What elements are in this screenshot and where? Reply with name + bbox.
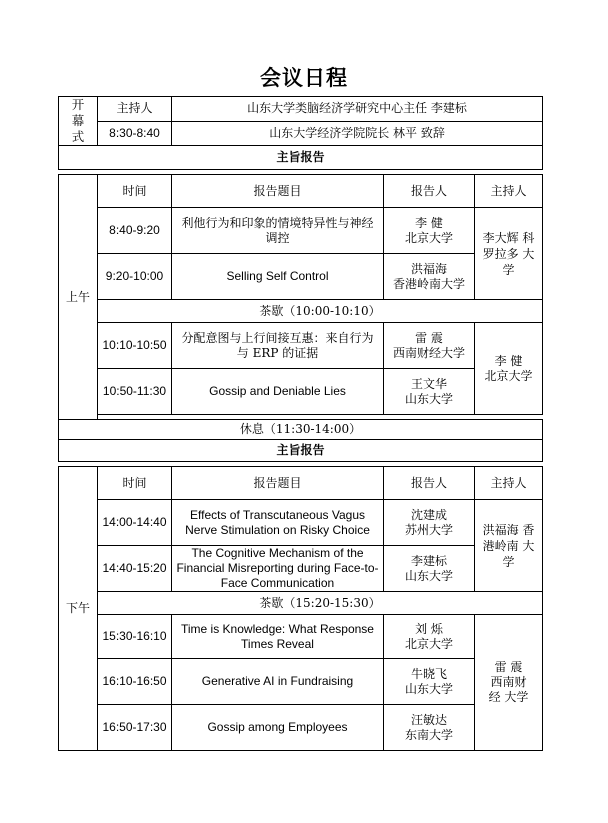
speaker-name: 牛晓飞 [410,666,447,681]
morning-period: 上午 [59,175,98,420]
speaker-org: 香港岭南大学 [392,276,465,291]
talk-topic: Selling Self Control [172,254,384,300]
speaker-org: 北京大学 [404,636,453,651]
opening-host-label: 主持人 [98,97,172,122]
tea-break: 茶歇（15:20-15:30） [98,592,543,615]
opening-label: 开幕式 [59,97,98,146]
speaker-name: 洪福海 [410,261,447,276]
speaker-name: 李建标 [410,553,447,568]
talk-speaker [384,705,475,751]
speaker-org: 山东大学 [404,681,453,696]
lunch-break: 休息（11:30-14:00） [59,420,543,440]
afternoon-section-title: 主旨报告 [59,440,543,462]
table-row [59,615,543,659]
talk-speaker [384,369,475,415]
talk-time: 14:00-14:40 [98,500,172,546]
speaker-name: 沈建成 [410,507,447,522]
opening-speech: 山东大学经济学院院长 林平 致辞 [172,121,543,146]
session-host: 洪福海 香港岭南 大学 [475,500,543,592]
morning-section-header [59,146,543,170]
talk-speaker [384,208,475,254]
afternoon-col-topic: 报告题目 [172,467,384,500]
talk-time: 15:30-16:10 [98,615,172,659]
opening-host-value: 山东大学类脑经济学研究中心主任 李建标 [172,97,543,122]
talk-time: 16:50-17:30 [98,705,172,751]
morning-section-title: 主旨报告 [59,146,543,170]
afternoon-section-header [59,440,543,462]
opening-row-speech [59,121,543,146]
talk-time: 8:40-9:20 [98,208,172,254]
session-host: 李大辉 科罗拉多 大学 [475,208,543,300]
talk-time: 16:10-16:50 [98,659,172,705]
talk-time: 10:50-11:30 [98,369,172,415]
schedule-table [58,96,543,751]
page-title: 会议日程 [260,66,348,90]
table-row [59,254,543,300]
morning-col-time: 时间 [98,175,172,208]
talk-topic: Time is Knowledge: What Response Times Reveal [172,615,384,659]
morning-col-topic: 报告题目 [172,175,384,208]
speaker-org: 西南财经大学 [392,345,465,360]
session-host [475,615,543,751]
host-org: 北京大学 [484,368,533,383]
talk-time: 14:40-15:20 [98,546,172,592]
table-row [59,323,543,369]
table-row [59,659,543,705]
speaker-name: 雷 震 [415,330,443,345]
afternoon-header-row [59,467,543,500]
talk-topic: 分配意图与上行间接互惠：来自行为与 ERP 的证据 [172,323,384,369]
opening-row-host [59,97,543,122]
talk-speaker [384,254,475,300]
host-name: 李 健 [494,353,523,368]
talk-time: 9:20-10:00 [98,254,172,300]
talk-speaker [384,659,475,705]
speaker-org: 苏州大学 [404,522,453,537]
table-row [59,500,543,546]
speaker-org: 北京大学 [404,230,453,245]
host-name: 雷 震 [494,660,523,674]
talk-topic: Effects of Transcutaneous Vagus Nerve Stimulation on Risky Choice [172,500,384,546]
morning-col-speaker: 报告人 [384,175,475,208]
break-row [59,592,543,615]
session-host [475,323,543,415]
speaker-name: 王文华 [410,376,447,391]
talk-speaker [384,500,475,546]
afternoon-col-host: 主持人 [475,467,543,500]
afternoon-col-time: 时间 [98,467,172,500]
table-row [59,705,543,751]
afternoon-period: 下午 [59,467,98,751]
lunch-row [59,420,543,440]
talk-speaker [384,546,475,592]
talk-speaker [384,615,475,659]
table-row [59,369,543,415]
talk-topic: Generative AI in Fundraising [172,659,384,705]
speaker-name: 刘 烁 [415,621,443,636]
table-row [59,546,543,592]
speaker-name: 汪敏达 [410,712,447,727]
host-org: 西南财经 大学 [488,675,529,704]
talk-topic: Gossip and Deniable Lies [172,369,384,415]
talk-time: 10:10-10:50 [98,323,172,369]
talk-speaker [384,323,475,369]
opening-time: 8:30-8:40 [98,121,172,146]
talk-topic: 利他行为和印象的情境特异性与神经调控 [172,208,384,254]
tea-break: 茶歇（10:00-10:10） [98,300,543,323]
afternoon-col-speaker: 报告人 [384,467,475,500]
talk-topic: The Cognitive Mechanism of the Financial Misreporting during Face-to-Face Communication [172,546,384,592]
speaker-org: 东南大学 [404,727,453,742]
talk-topic: Gossip among Employees [172,705,384,751]
speaker-org: 山东大学 [404,391,453,406]
morning-header-row [59,175,543,208]
table-row [59,208,543,254]
morning-col-host: 主持人 [475,175,543,208]
speaker-org: 山东大学 [404,568,453,583]
break-row [59,300,543,323]
speaker-name: 李 健 [415,215,443,230]
